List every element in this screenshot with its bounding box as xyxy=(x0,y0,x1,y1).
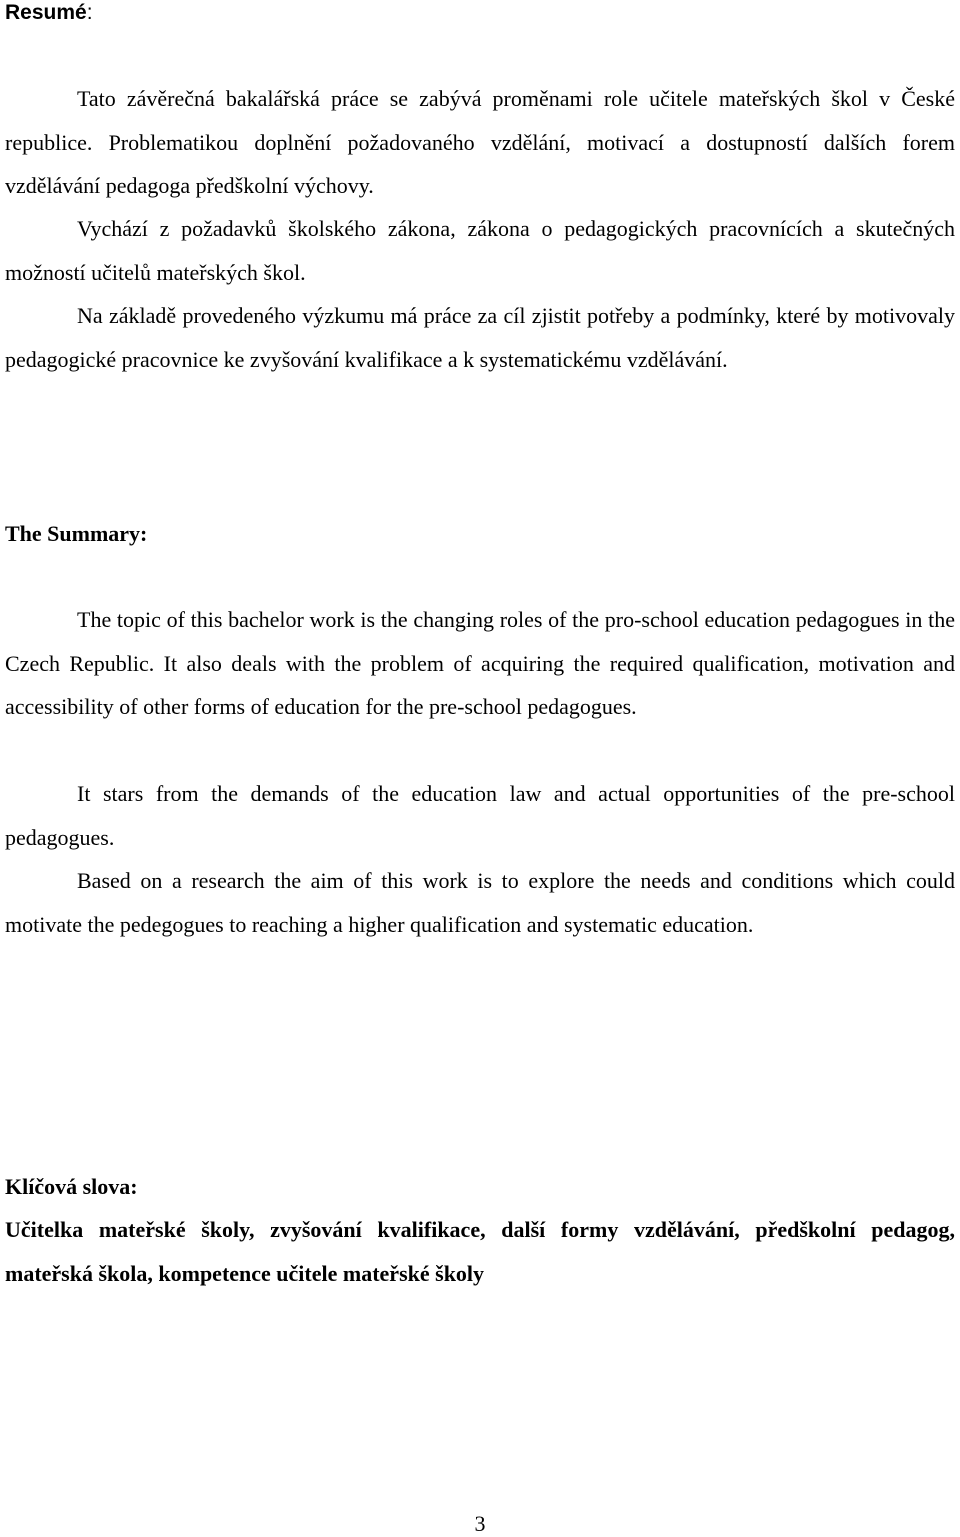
resume-heading-colon: : xyxy=(86,1,93,24)
keywords-heading: Klíčová slova: xyxy=(5,1174,138,1199)
resume-paragraph-3: Na základě provedeného výzkumu má práce za cíl zjistit potřeby a podmínky, které by motivovaly pedagogické pracovnice ke zvyšování kvalifikace a k systematickému vzdělávání. xyxy=(5,303,955,372)
summary-heading: The Summary: xyxy=(5,521,148,546)
keywords-text: Učitelka mateřské školy, zvyšování kvalifikace, další formy vzdělávání, předškolní pedagog, mateřská škola, kompetence učitele mateřské školy xyxy=(5,1217,955,1286)
summary-paragraph-3: Based on a research the aim of this work is to explore the needs and conditions which could motivate the pedegogues to reaching a higher qualification and systematic education. xyxy=(5,868,955,937)
resume-heading xyxy=(5,0,955,26)
resume-heading-label: Resumé xyxy=(5,1,87,24)
summary-paragraph-2: It stars from the demands of the education law and actual opportunities of the pre-school pedagogues. xyxy=(5,781,955,850)
page-number: 3 xyxy=(474,1511,486,1536)
resume-paragraph-2: Vychází z požadavků školského zákona, zákona o pedagogických pracovnících a skutečných možností učitelů mateřských škol. xyxy=(5,216,955,285)
resume-paragraph-1: Tato závěrečná bakalářská práce se zabývá proměnami role učitele mateřských škol v České republice. Problematikou doplnění požadovaného vzdělání, motivací a dostupností dalších forem vzdělávání pedagoga předškolní výchovy. xyxy=(5,86,955,198)
summary-paragraph-1: The topic of this bachelor work is the changing roles of the pro-school education pedagogues in the Czech Republic. It also deals with the problem of acquiring the required qualification, motivation and accessibility of other forms of education for the pre-school pedagogues. xyxy=(5,607,955,719)
